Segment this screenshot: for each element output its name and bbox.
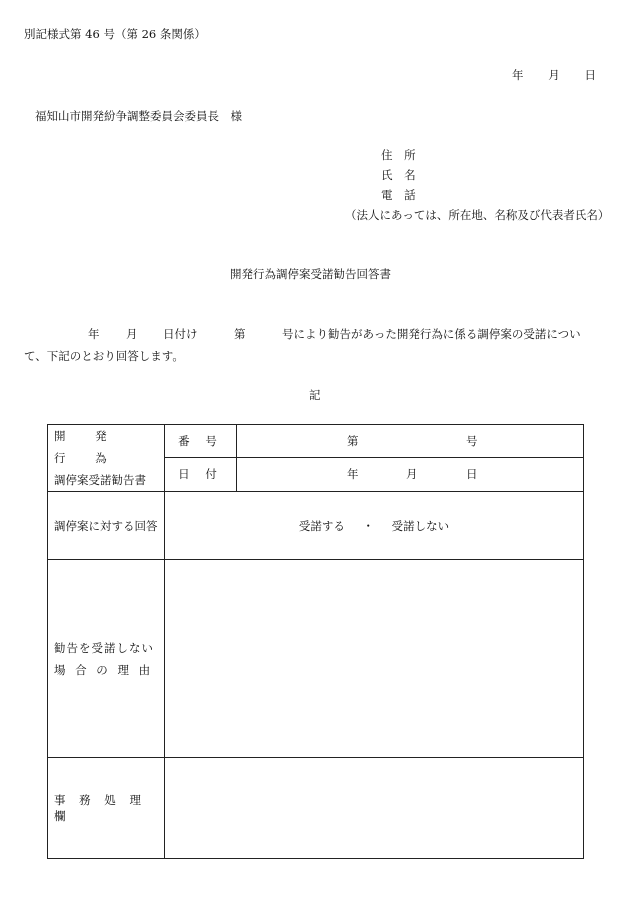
number-label: 番 号 [165,425,237,458]
document-title: 開発行為調停案受諾勧告回答書 [230,267,391,281]
sender-phone-label: 電 話 [381,188,420,202]
response-options[interactable] [165,492,584,560]
option-separator: ・ [362,518,374,533]
body-month: 月 [126,327,138,341]
office-use-label: 事 務 処 理 欄 [48,758,165,859]
body-dated: 日付け [163,327,198,341]
sender-name-label: 氏 名 [381,168,420,182]
reason-field[interactable] [165,560,584,758]
body-rest: 号により勧告があった開発行為に係る調停案の受諾につい [282,327,581,341]
reject-option[interactable]: 受諾しない [391,518,450,533]
number-go: 号 [466,433,478,448]
form-number: 別記様式第 46 号（第 26 条関係） [24,27,206,41]
recommendation-label-cell [48,425,165,492]
date-year: 年 [512,68,524,82]
date-label: 日 付 [165,457,237,491]
reason-label-line1: 勧告を受諾しない [54,640,154,655]
date-field-month: 月 [406,467,418,482]
reason-label-line2: 場 合 の 理 由 [54,662,154,677]
body-year: 年 [88,327,100,341]
number-field[interactable] [237,425,584,458]
recommendation-label-line1: 開 発 行 為 [54,429,120,465]
office-use-field[interactable] [165,758,584,859]
number-dai: 第 [347,433,359,448]
response-table [47,424,584,859]
accept-option[interactable]: 受諾する [298,518,345,533]
reason-label-cell [48,560,165,758]
body-line-2: て、下記のとおり回答します。 [24,349,184,363]
recommendation-label-line2: 調停案受諾勧告書 [54,473,146,487]
date-line [512,67,596,83]
corporate-note: （法人にあっては、所在地、名称及び代表者氏名） [345,208,610,222]
addressee: 福知山市開発紛争調整委員会委員長 様 [35,109,242,123]
date-field-day: 日 [466,467,478,482]
date-field[interactable] [237,457,584,491]
date-day: 日 [584,68,596,82]
body-no: 第 [234,327,246,341]
response-label: 調停案に対する回答 [48,492,165,560]
date-month: 月 [548,68,560,82]
ki-heading: 記 [309,388,321,402]
sender-address-label: 住 所 [381,148,420,162]
date-field-year: 年 [347,467,359,482]
